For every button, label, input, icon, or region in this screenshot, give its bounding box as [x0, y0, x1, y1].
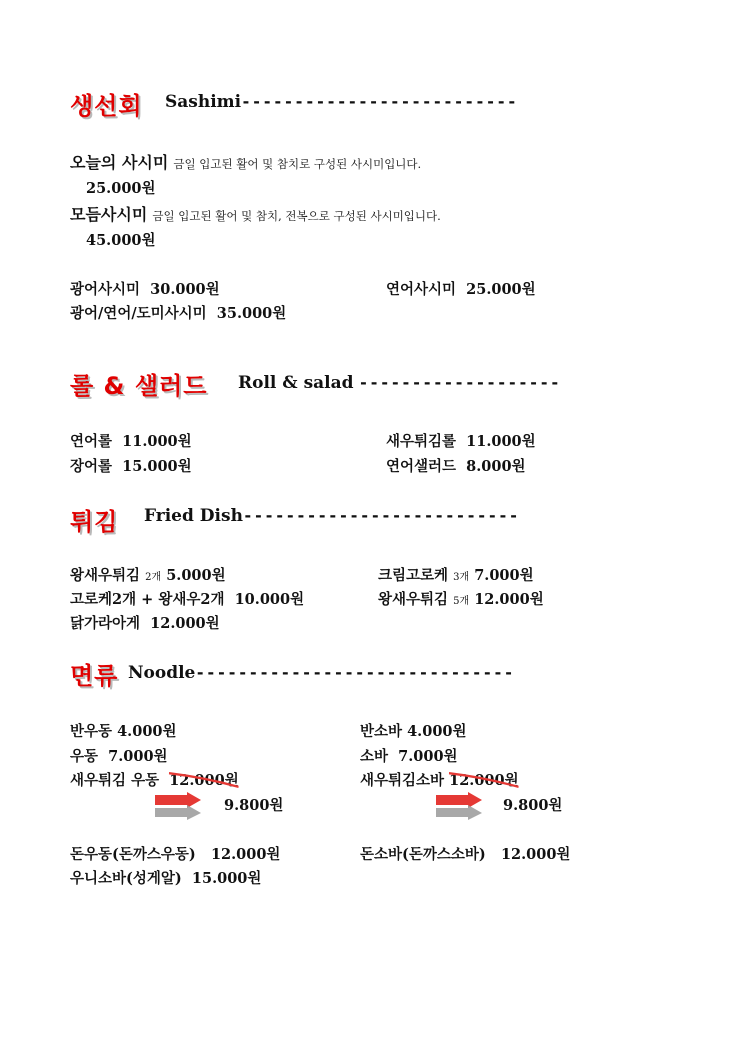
- item-name: 새우튀김 우동: [70, 772, 160, 789]
- sashimi-title-en-row: [165, 92, 518, 112]
- roll-dashes: -------------------: [358, 373, 561, 392]
- new-price: 9.800원: [503, 797, 563, 814]
- item-price: 4.000원: [117, 723, 177, 740]
- fried-title-ko: 튀김: [70, 508, 119, 536]
- menu-item: [70, 720, 177, 741]
- new-price: 9.800원: [224, 797, 284, 814]
- item-price: 5.000원: [166, 567, 226, 584]
- item-name: 고로케2개 + 왕새우2개: [70, 591, 225, 608]
- item-price: 7.000원: [398, 748, 458, 765]
- item-name: 새우튀김소바: [360, 772, 445, 789]
- roll-title-en-row: [238, 373, 561, 393]
- item-price: 8.000원: [466, 458, 526, 475]
- item-name: 연어사시미: [386, 281, 457, 298]
- menu-item: [360, 843, 570, 864]
- item-name: 연어롤: [70, 433, 113, 450]
- item-name: 크림고로케: [378, 567, 449, 584]
- noodle-title-en-row: [128, 663, 514, 683]
- item-qty: 2개: [145, 572, 162, 583]
- menu-item: [70, 588, 304, 609]
- old-price-text: 12.000원: [449, 772, 519, 789]
- menu-item: [70, 612, 220, 633]
- sashimi-title-en: Sashimi: [165, 92, 242, 112]
- item-name: 왕새우튀김: [378, 591, 449, 608]
- old-price: [449, 769, 519, 790]
- menu-item: [386, 455, 526, 476]
- fried-dashes: --------------------------: [242, 506, 520, 525]
- roll-title-en: Roll & salad: [238, 373, 354, 393]
- item-name: 모듬사시미: [70, 205, 148, 224]
- item-price: 30.000원: [150, 281, 220, 298]
- item-price: 12.000원: [500, 846, 571, 863]
- item-name: 반소바: [360, 723, 403, 740]
- item-price: 12.000원: [210, 846, 281, 863]
- arrow-right-icon: [436, 792, 484, 820]
- menu-item: [378, 588, 544, 609]
- menu-item: [70, 302, 286, 323]
- sashimi-dashes: --------------------------: [241, 92, 518, 111]
- item-name: 우동: [70, 748, 99, 765]
- item-name: 왕새우튀김: [70, 567, 141, 584]
- item-price: 35.000원: [216, 305, 287, 322]
- item-price: 12.000원: [474, 591, 544, 608]
- menu-item-today-sashimi: [70, 150, 421, 173]
- item-name: 연어샐러드: [386, 458, 457, 475]
- item-name: 우니소바(성게알): [70, 870, 182, 887]
- item-name: 장어롤: [70, 458, 113, 475]
- menu-item: [360, 720, 467, 741]
- noodle-title-en: Noodle: [128, 663, 196, 683]
- item-name: 오늘의 사시미: [70, 153, 169, 172]
- menu-item-assorted-sashimi: [70, 202, 441, 225]
- menu-item: [378, 564, 534, 585]
- item-name: 돈우동(돈까스우동): [70, 846, 196, 863]
- item-price: 25.000원: [466, 281, 536, 298]
- item-price: 25.000원: [86, 180, 156, 197]
- menu-item: [70, 867, 261, 888]
- menu-item: [70, 455, 192, 476]
- item-name: 돈소바(돈까스소바): [360, 846, 486, 863]
- menu-item-discount: [70, 769, 239, 790]
- noodle-dashes: ------------------------------: [195, 663, 515, 682]
- item-qty: 5개: [453, 596, 470, 607]
- item-desc: 금일 입고된 활어 및 참치, 전복으로 구성된 사시미입니다.: [152, 209, 441, 223]
- item-price: 7.000원: [474, 567, 534, 584]
- item-name: 소바: [360, 748, 389, 765]
- strike-through: [449, 769, 519, 790]
- noodle-title-ko: 면류: [70, 662, 119, 690]
- menu-item: [386, 278, 536, 299]
- item-name: 새우튀김롤: [386, 433, 457, 450]
- item-name: 광어/연어/도미사시미: [70, 305, 207, 322]
- item-desc: 금일 입고된 활어 및 참치로 구성된 사시미입니다.: [173, 157, 422, 171]
- menu-item: [70, 843, 280, 864]
- strike-through: [169, 769, 239, 790]
- roll-title-ko: 롤 & 샐러드: [70, 372, 208, 400]
- item-price: 15.000원: [191, 870, 262, 887]
- item-name: 닭가라아게: [70, 615, 141, 632]
- item-name: 반우동: [70, 723, 113, 740]
- menu-item: [360, 745, 458, 766]
- menu-item-discount: [360, 769, 519, 790]
- menu-item: [386, 430, 536, 451]
- item-name: 광어사시미: [70, 281, 141, 298]
- item-price: 10.000원: [234, 591, 305, 608]
- old-price-text: 12.000원: [169, 772, 239, 789]
- sashimi-title-ko: 생선회: [70, 92, 143, 120]
- old-price: [169, 769, 239, 790]
- menu-item: [70, 564, 226, 585]
- menu-item: [70, 278, 220, 299]
- item-price: 11.000원: [466, 433, 536, 450]
- item-price: 11.000원: [122, 433, 192, 450]
- item-price: 12.000원: [150, 615, 220, 632]
- arrow-right-icon: [155, 792, 203, 820]
- item-price: 45.000원: [86, 232, 156, 249]
- menu-item: [70, 745, 168, 766]
- item-price: 7.000원: [108, 748, 168, 765]
- item-price: 4.000원: [407, 723, 467, 740]
- menu-item: [70, 430, 192, 451]
- fried-title-en-row: [144, 506, 519, 526]
- fried-title-en: Fried Dish: [144, 506, 243, 526]
- item-price: 15.000원: [122, 458, 192, 475]
- item-qty: 3개: [453, 572, 470, 583]
